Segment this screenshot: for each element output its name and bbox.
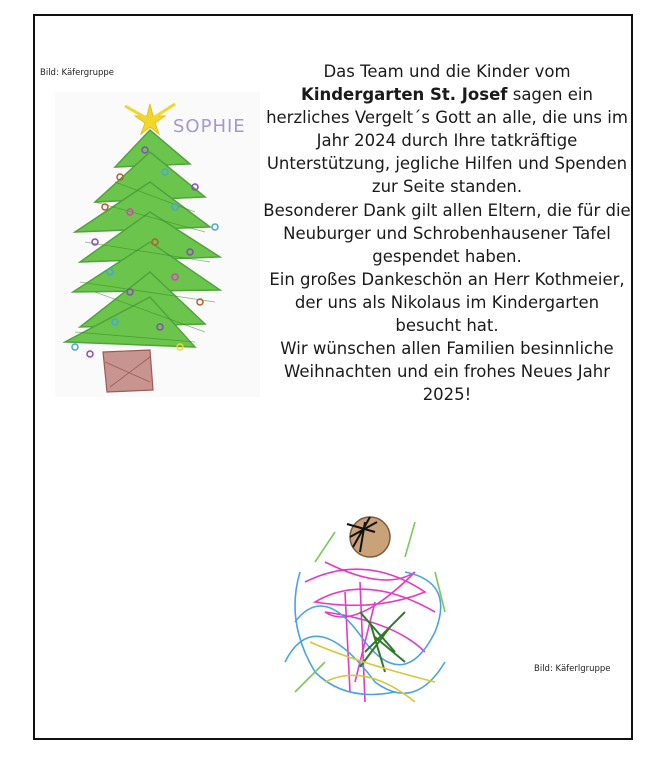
child-figure-drawing [265, 462, 470, 712]
kindergarten-name: Kindergarten St. Josef [301, 85, 508, 105]
intro-rest: sagen ein herzliches Vergelt´s Gott an alle, die uns im Jahr 2024 durch Ihre tatkräftige Unterstützung, jegliche Hilfen und Spenden zur Seite standen. [266, 85, 628, 197]
intro-line: Das Team und die Kinder vom [323, 62, 571, 81]
figure-head [347, 517, 390, 557]
tree-trunk [103, 350, 153, 392]
image-credit-bottom: Bild: Käferlgruppe [534, 664, 611, 674]
thank-you-letter [262, 60, 632, 406]
tree-body [65, 130, 220, 347]
christmas-tree-drawing [55, 92, 260, 397]
image-credit-top: Bild: Käfergruppe [40, 68, 115, 78]
thanks-parents: Besonderer Dank gilt allen Eltern, die für die Neuburger und Schrobenhausener Tafel gespendet haben. [263, 200, 631, 266]
intro-paragraph [262, 83, 632, 198]
tree-signature: SOPHIE [173, 116, 246, 137]
thanks-nikolaus: Ein großes Dankeschön an Herr Kothmeier, der uns als Nikolaus im Kindergarten besucht hat. [269, 269, 625, 336]
holiday-wishes: Wir wünschen allen Familien besinnliche Weihnachten und ein frohes Neues Jahr 2025! [280, 339, 614, 405]
